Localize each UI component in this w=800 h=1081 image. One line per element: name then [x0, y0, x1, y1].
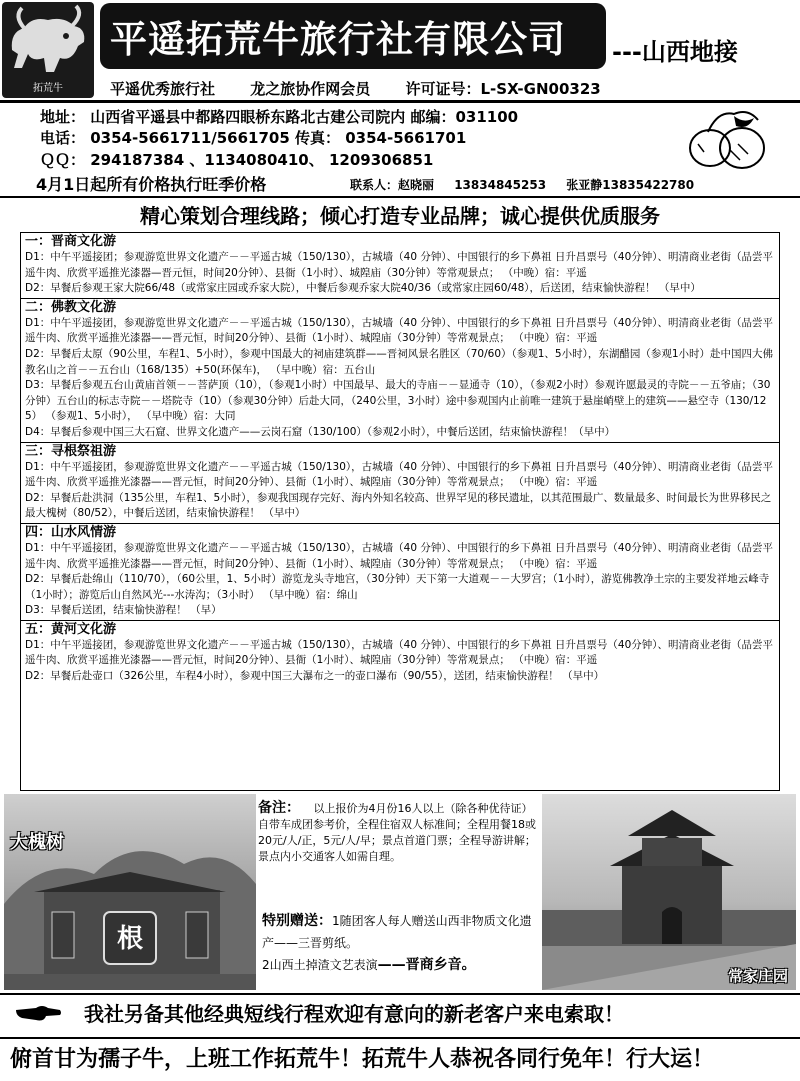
notes-label: 备注：: [258, 800, 300, 816]
company-title: 平遥拓荒牛旅行社有限公司: [100, 3, 606, 69]
tour-landscape: [21, 524, 779, 621]
gift-section: [262, 910, 538, 976]
address-line: 地址： 山西省平遥县中都路四眼桥东路北古建公司院内 邮编：031100: [40, 108, 519, 126]
tour-day: D2：早餐后参观王家大院66/48（或常家庄园或乔家大院），中餐后参观乔家大院40/36（或常家庄园60/48），后送团，结束愉快游程！ （早中）: [25, 282, 701, 295]
gift-item-2: 2山西土掉渣文艺表演: [262, 958, 378, 972]
notes-body: 以上报价为4月份16人以上（除各种优待证）自带车成团参考价，全程住宿双人标准间；全程用餐18或20元/人/正，5元/人/早；景点首道门票；全程导游讲解；景点内小交通客人如需自理。: [258, 802, 536, 863]
tour-roots: [21, 443, 779, 524]
credential-item: 龙之旅协作网会员: [250, 80, 371, 98]
archway-illustration-icon: [4, 794, 256, 990]
tour-day: D4：早餐后参观中国三大石窟、世界文化遗产——云岗石窟（130/100）（参观2小时），中餐后送团，结束愉快游程！（早中）: [25, 425, 616, 438]
tour-title: 四：山水风情游: [25, 524, 117, 540]
divider: [0, 196, 800, 198]
contacts-line: [350, 176, 710, 193]
tour-day: D1：中午平遥接团，参观游览世界文化遗产－－平遥古城（150/130），古城墙（40 分钟）、中国银行的乡下鼻祖 日升昌票号（40分钟）、明清商业老街（品尝平遥牛肉、欣赏平遥推光漆器——晋元恒，时间20分钟）、县衙（1小时）、城隍庙（30分钟）等常观景点； （中晚）宿：平遥: [25, 541, 774, 570]
tour-day: D1：中午平遥接团，参观游览世界文化遗产－－平遥古城（150/130），古城墙（40 分钟）、中国银行的乡下鼻祖 日升昌票号（40分钟）、明清商业老街（品尝平遥牛肉、欣赏平遥推光漆器——晋元恒，时间20分钟）、县衙（1小时）、城隍庙（30分钟）等常观景点； （中晚）宿：平遥: [25, 460, 774, 489]
tour-title: 五：黄河文化游: [25, 621, 117, 637]
more-routes-text: 我社另备其他经典短线行程欢迎有意向的新老客户来电索取！: [84, 1002, 624, 1026]
pointing-hand-icon: [14, 1002, 62, 1024]
contact-person-2: 张亚静13835422780: [566, 178, 695, 192]
tour-day: D2：早餐后太原（90公里，车程1、5小时），参观中国最大的祠庙建筑群——晋祠风景名胜区（70/60）（参观1、5小时），东湖醋园（参观1小时）赴中国四大佛教名山之首－－五台山（168/135）+50(环保车)， （早中晚）宿：五台山: [25, 347, 774, 376]
notes-section: [258, 800, 538, 865]
fruit-illustration-icon: [678, 104, 778, 174]
more-routes-banner: [14, 998, 794, 1027]
company-logo: [2, 2, 94, 98]
logo-text: 拓荒牛: [33, 83, 63, 94]
tour-day: D2：早餐后赴洪洞（135公里，车程1、5小时），参观我国现存完好、海内外知名较高、世界罕见的移民遗址，以其范围最广、数量最多、时间最长为世界移民之最大槐树（80/52），中餐后送团，结束愉快游程！ （早中）: [25, 491, 772, 520]
tour-day: D3：早餐后送团，结束愉快游程！ （早）: [25, 604, 222, 617]
slogan: 精心策划合理线路；倾心打造专业品牌；诚心提供优质服务: [140, 204, 660, 228]
tour-title: 一：晋商文化游: [25, 234, 117, 249]
divider: [0, 993, 800, 995]
tour-day: D2：早餐后赴绵山（110/70），（60公里，1、5小时）游览龙头寺地宫，（30分钟）天下第一大道观－－大罗宫；（1小时），游览佛教净土宗的主要发祥地云峰寺（1小时）；游览后山自然风光---水涛沟；（3小时） （早中晚）宿：绵山: [25, 573, 770, 601]
chang-manor-photo: [542, 794, 796, 990]
photo-label: 常家庄园: [727, 967, 788, 985]
tour-day: D1：中午平遥接团，参观游览世界文化遗产－－平遥古城（150/130），古城墙（40 分钟）、中国银行的乡下鼻祖 日升昌票号（40分钟）、明清商业老街（品尝平遥牛肉、欣赏平遥推光漆器——晋元恒，时间20分钟）、县衙（1小时）、城隍庙（30分钟）等常观景点； （中晚）宿：平遥: [25, 316, 774, 345]
archway-plaque: 根: [116, 924, 143, 954]
tour-day: D1：中午平遥接团；参观游览世界文化遗产－－平遥古城（150/130），古城墙（40 分钟）、中国银行的乡下鼻祖 日升昌票号（40分钟）、明清商业老街（品尝平遥牛肉、欣赏平遥推光漆器—晋元恒，时间20分钟）、县衙（1小时）、城隍庙（30分钟）等常观景点； （中晚）宿：平遥: [25, 251, 774, 279]
title-suffix: ---山西地接: [612, 38, 738, 66]
tower-illustration-icon: [542, 794, 796, 990]
tour-title: 三：寻根祭祖游: [25, 443, 117, 459]
gift-item-2-highlight: ——晋商乡音。: [377, 957, 476, 973]
divider: [0, 1037, 800, 1039]
contact-phone: 13834845253: [454, 178, 547, 192]
license-number: 许可证号：L-SX-GN00323: [405, 80, 601, 98]
tour-day: D3：早餐后参观五台山黄庙首领－－菩萨顶（10），（参观1小时）中国最早、最大的寺庙－－显通寺（10），（参观2小时）参观许愿最灵的寺院－－五爷庙；（30分钟）五台山的标志寺院－－塔院寺（10）（参观30分钟）后赴大同，（240公里，3小时）途中参观国内止前唯一建筑于悬崖峭壁上的建筑——悬空寺（130/125） （参观1、5小时）， （早中晚）宿：大同: [25, 379, 771, 423]
gift-label: 特别赠送：: [262, 913, 332, 929]
credential-item: 平遥优秀旅行社: [110, 80, 216, 98]
big-locust-tree-photo: [4, 794, 256, 990]
tour-day: D2：早餐后赴壶口（326公里，车程4小时），参观中国三大瀑布之一的壶口瀑布（90/55），送团，结束愉快游程！ （早中）: [25, 670, 605, 683]
bull-icon: [2, 2, 94, 82]
tour-yellow-river: [21, 621, 779, 686]
tour-title: 二：佛教文化游: [25, 299, 117, 315]
phone-line: 电话： 0354-5661711/5661705 传真： 0354-5661701: [40, 129, 467, 147]
footer-greeting: 俯首甘为孺子牛，上班工作拓荒牛！拓荒牛人恭祝各同行免年！行大运！: [10, 1046, 715, 1072]
qq-line: ＱＱ： 294187384 、1134080410、 1209306851: [40, 151, 434, 169]
tour-list: [20, 232, 780, 791]
gift-item-1: 1随团客人每人赠送山西非物质文化遗产——三晋剪纸。: [262, 914, 532, 950]
tour-jinshang: [21, 233, 779, 299]
price-notice: 4月1日起所有价格执行旺季价格: [36, 175, 267, 194]
contact-person: 联系人：赵晓丽: [350, 178, 435, 192]
tour-day: D1：中午平遥接团，参观游览世界文化遗产－－平遥古城（150/130），古城墙（40 分钟）、中国银行的乡下鼻祖 日升昌票号（40分钟）、明清商业老街（品尝平遥牛肉、欣赏平遥推光漆器——晋元恒，时间20分钟）、县衙（1小时）、城隍庙（30分钟）等常观景点； （中晚）宿：平遥: [25, 638, 774, 667]
divider: [0, 100, 800, 103]
tour-buddhist: [21, 299, 779, 443]
credentials-line: [110, 78, 631, 99]
photo-label: 大槐树: [10, 832, 64, 853]
